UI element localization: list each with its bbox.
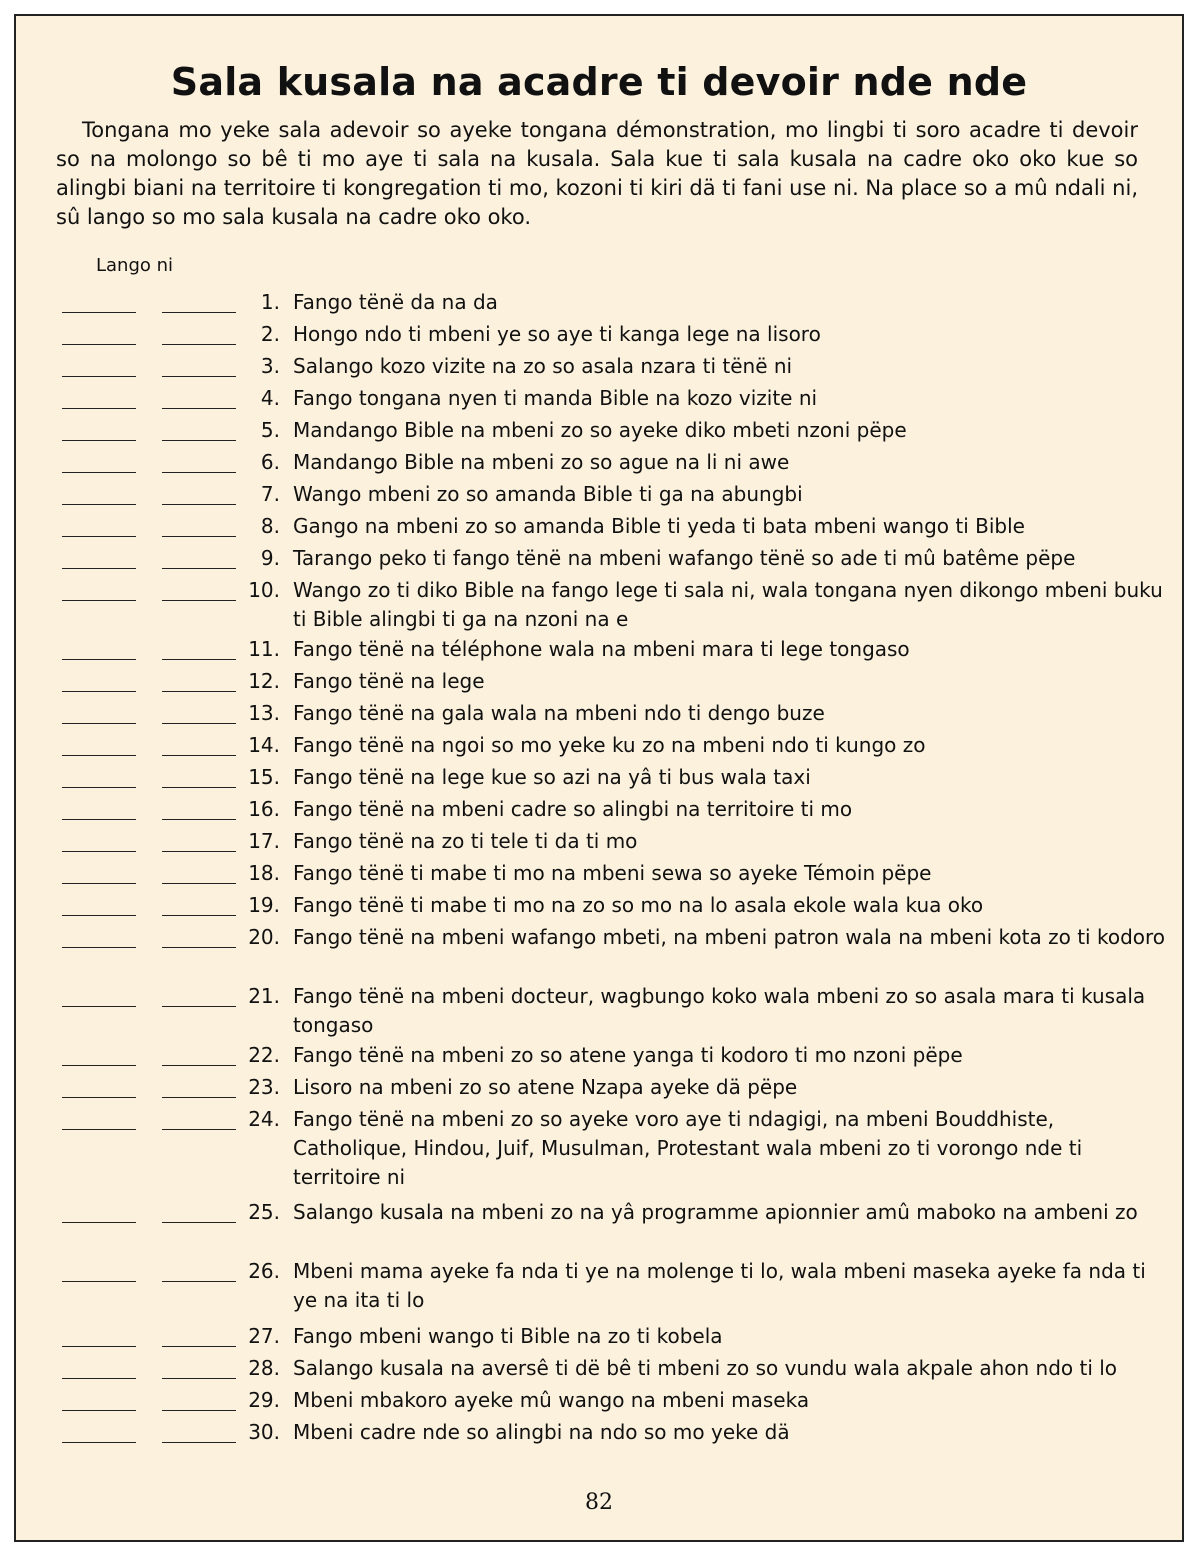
item-text: Fango tënë na mbeni zo so atene yanga ti kodoro ti mo nzoni pëpe xyxy=(293,1043,963,1067)
item-number: 22. xyxy=(248,1043,280,1067)
date-blank-line[interactable] xyxy=(62,600,136,601)
date-blank-line[interactable] xyxy=(62,472,136,473)
item-text: Fango tënë na mbeni wafango mbeti, na mbeni patron wala na mbeni kota zo ti kodoro xyxy=(293,925,1166,949)
date-blank-line[interactable] xyxy=(162,440,236,441)
date-blank-line[interactable] xyxy=(62,723,136,724)
item-text: Fango mbeni wango ti Bible na zo ti kobela xyxy=(293,1324,723,1348)
date-blank-line[interactable] xyxy=(62,1410,136,1411)
item-text: Fango tënë na lege kue so azi na yâ ti bus wala taxi xyxy=(293,765,811,789)
date-blank-line[interactable] xyxy=(62,536,136,537)
item-text: Fango tënë da na da xyxy=(293,290,498,314)
date-blank-line[interactable] xyxy=(162,1442,236,1443)
item-number: 21. xyxy=(248,984,280,1008)
item-text: Fango tënë na mbeni zo so ayeke voro aye ti ndagigi, na mbeni Bouddhiste, Catholique, Hindou, Juif, Musulman, Protestant wala mbeni zo ti vorongo nde ti territoire ni xyxy=(293,1107,1083,1189)
item-number: 28. xyxy=(248,1356,280,1380)
item-number: 1. xyxy=(260,290,280,314)
item-text: Wango zo ti diko Bible na fango lege ti sala ni, wala tongana nyen dikongo mbeni buku ti Bible alingbi ti ga na nzoni na e xyxy=(293,578,1163,631)
date-blank-line[interactable] xyxy=(62,851,136,852)
date-blank-line[interactable] xyxy=(62,947,136,948)
item-number: 19. xyxy=(248,893,280,917)
date-blank-line[interactable] xyxy=(62,883,136,884)
item-text: Salango kozo vizite na zo so asala nzara ti tënë ni xyxy=(293,354,793,378)
date-blank-line[interactable] xyxy=(62,408,136,409)
item-number: 23. xyxy=(248,1075,280,1099)
item-number: 14. xyxy=(248,733,280,757)
date-blank-line[interactable] xyxy=(162,312,236,313)
item-number: 25. xyxy=(248,1200,280,1224)
item-text: Salango kusala na mbeni zo na yâ programme apionnier amû maboko na ambeni zo xyxy=(293,1200,1138,1224)
item-text: Fango tënë ti mabe ti mo na zo so mo na lo asala ekole wala kua oko xyxy=(293,893,984,917)
item-number: 5. xyxy=(260,418,280,442)
date-blank-line[interactable] xyxy=(162,659,236,660)
date-blank-line[interactable] xyxy=(162,755,236,756)
date-blank-line[interactable] xyxy=(162,344,236,345)
date-blank-line[interactable] xyxy=(162,408,236,409)
date-blank-line[interactable] xyxy=(62,1346,136,1347)
item-text: Fango tënë na téléphone wala na mbeni mara ti lege tongaso xyxy=(293,637,910,661)
item-text: Hongo ndo ti mbeni ye so aye ti kanga lege na lisoro xyxy=(293,322,821,346)
date-blank-line[interactable] xyxy=(162,376,236,377)
date-blank-line[interactable] xyxy=(62,1281,136,1282)
item-number: 12. xyxy=(248,669,280,693)
item-number: 24. xyxy=(248,1107,280,1131)
date-blank-line[interactable] xyxy=(62,1129,136,1130)
date-blank-line[interactable] xyxy=(162,536,236,537)
date-column-header: Lango ni xyxy=(96,255,174,276)
item-number: 11. xyxy=(248,637,280,661)
item-text: Gango na mbeni zo so amanda Bible ti yeda ti bata mbeni wango ti Bible xyxy=(293,514,1025,538)
date-blank-line[interactable] xyxy=(162,851,236,852)
item-number: 6. xyxy=(260,450,280,474)
date-blank-line[interactable] xyxy=(62,344,136,345)
item-text: Fango tongana nyen ti manda Bible na kozo vizite ni xyxy=(293,386,818,410)
item-number: 18. xyxy=(248,861,280,885)
item-number: 30. xyxy=(248,1420,280,1444)
date-blank-line[interactable] xyxy=(62,440,136,441)
item-number: 2. xyxy=(260,322,280,346)
date-blank-line[interactable] xyxy=(62,1097,136,1098)
item-number: 9. xyxy=(260,546,280,570)
item-number: 3. xyxy=(260,354,280,378)
assignment-list xyxy=(16,16,1182,1540)
item-number: 20. xyxy=(248,925,280,949)
item-text: Mandango Bible na mbeni zo so ayeke diko mbeti nzoni pëpe xyxy=(293,418,907,442)
item-number: 10. xyxy=(248,578,280,602)
date-blank-line[interactable] xyxy=(162,1222,236,1223)
item-text: Mbeni mama ayeke fa nda ti ye na molenge ti lo, wala mbeni maseka ayeke fa nda ti ye na ita ti lo xyxy=(293,1259,1146,1312)
item-text: Mbeni cadre nde so alingbi na ndo so mo yeke dä xyxy=(293,1420,790,1444)
date-blank-line[interactable] xyxy=(162,600,236,601)
date-blank-line[interactable] xyxy=(62,659,136,660)
item-text: Fango tënë na gala wala na mbeni ndo ti dengo buze xyxy=(293,701,825,725)
date-blank-line[interactable] xyxy=(62,787,136,788)
item-number: 26. xyxy=(248,1259,280,1283)
item-text: Wango mbeni zo so amanda Bible ti ga na abungbi xyxy=(293,482,803,506)
item-number: 7. xyxy=(260,482,280,506)
date-blank-line[interactable] xyxy=(162,472,236,473)
item-text: Fango tënë na lege xyxy=(293,669,485,693)
date-blank-line[interactable] xyxy=(162,819,236,820)
item-text: Fango tënë na mbeni cadre so alingbi na territoire ti mo xyxy=(293,797,853,821)
item-number: 16. xyxy=(248,797,280,821)
item-number: 8. xyxy=(260,514,280,538)
item-text: Mbeni mbakoro ayeke mû wango na mbeni maseka xyxy=(293,1388,810,1412)
item-text: Lisoro na mbeni zo so atene Nzapa ayeke dä pëpe xyxy=(293,1075,798,1099)
page-title: Sala kusala na acadre ti devoir nde nde xyxy=(170,60,1028,104)
date-blank-line[interactable] xyxy=(162,504,236,505)
item-text: Salango kusala na aversê ti dë bê ti mbeni zo so vundu wala akpale ahon ndo ti lo xyxy=(293,1356,1118,1380)
date-blank-line[interactable] xyxy=(62,1222,136,1223)
date-blank-line[interactable] xyxy=(162,1346,236,1347)
date-blank-line[interactable] xyxy=(162,1065,236,1066)
date-blank-line[interactable] xyxy=(162,915,236,916)
date-blank-line[interactable] xyxy=(62,568,136,569)
item-text: Fango tënë na ngoi so mo yeke ku zo na mbeni ndo ti kungo zo xyxy=(293,733,926,757)
item-number: 29. xyxy=(248,1388,280,1412)
date-blank-line[interactable] xyxy=(162,568,236,569)
date-blank-line[interactable] xyxy=(162,691,236,692)
item-text: Fango tënë na mbeni docteur, wagbungo koko wala mbeni zo so asala mara ti kusala tongaso xyxy=(293,984,1146,1037)
date-blank-line[interactable] xyxy=(162,1006,236,1007)
date-blank-line[interactable] xyxy=(162,1097,236,1098)
date-blank-line[interactable] xyxy=(162,883,236,884)
date-blank-line[interactable] xyxy=(162,1378,236,1379)
date-blank-line[interactable] xyxy=(62,691,136,692)
date-blank-line[interactable] xyxy=(62,819,136,820)
page-number: 82 xyxy=(585,1490,613,1515)
date-blank-line[interactable] xyxy=(162,723,236,724)
date-blank-line[interactable] xyxy=(162,1281,236,1282)
date-blank-line[interactable] xyxy=(62,1378,136,1379)
date-blank-line[interactable] xyxy=(162,1129,236,1130)
item-number: 27. xyxy=(248,1324,280,1348)
date-blank-line[interactable] xyxy=(62,312,136,313)
item-number: 17. xyxy=(248,829,280,853)
item-text: Fango tënë ti mabe ti mo na mbeni sewa so ayeke Témoin pëpe xyxy=(293,861,932,885)
date-blank-line[interactable] xyxy=(62,755,136,756)
date-blank-line[interactable] xyxy=(62,1065,136,1066)
date-blank-line[interactable] xyxy=(62,915,136,916)
item-number: 13. xyxy=(248,701,280,725)
date-blank-line[interactable] xyxy=(62,1442,136,1443)
date-blank-line[interactable] xyxy=(162,947,236,948)
date-blank-line[interactable] xyxy=(62,376,136,377)
date-blank-line[interactable] xyxy=(162,787,236,788)
item-text: Fango tënë na zo ti tele ti da ti mo xyxy=(293,829,638,853)
intro-paragraph: Tongana mo yeke sala adevoir so ayeke tongana démonstration, mo lingbi ti soro acadre ti devoir so na molongo so bê ti mo aye ti sala na kusala. Sala kue ti sala kusala na cadre oko oko kue so alingbi biani na territoire ti kongregation ti mo, kozoni ti kiri dä ti fani use ni. Na place so a mû ndali ni, sû lango so mo sala kusala na cadre oko oko. xyxy=(56,118,1138,229)
item-number: 15. xyxy=(248,765,280,789)
date-blank-line[interactable] xyxy=(162,1410,236,1411)
item-text: Tarango peko ti fango tënë na mbeni wafango tënë so ade ti mû batême pëpe xyxy=(293,546,1076,570)
item-number: 4. xyxy=(260,386,280,410)
date-blank-line[interactable] xyxy=(62,504,136,505)
item-text: Mandango Bible na mbeni zo so ague na li ni awe xyxy=(293,450,790,474)
worksheet-frame xyxy=(14,14,1184,1542)
date-blank-line[interactable] xyxy=(62,1006,136,1007)
